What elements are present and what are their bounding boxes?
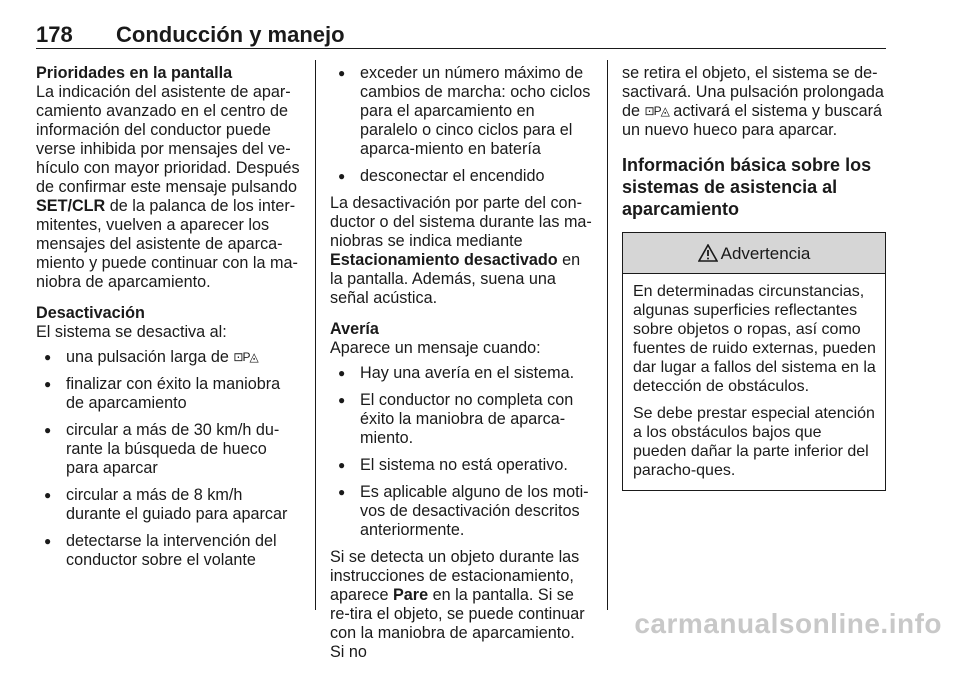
list-item: ● finalizar con éxito la maniobra de aparcamiento <box>36 375 300 413</box>
list-item: ● El sistema no está operativo. <box>330 456 592 475</box>
column-3 <box>622 64 886 491</box>
paragraph <box>36 304 300 342</box>
paragraph <box>330 548 592 662</box>
text: en la pantalla. Si se re-tira el objeto, se puede continuar con la maniobra de aparcamiento. Si no <box>330 586 585 661</box>
page-title: Conducción y manejo <box>116 22 345 47</box>
list-item: ● circular a más de 30 km/h du-rante la búsqueda de hueco para aparcar <box>36 421 300 478</box>
warning-header <box>623 233 885 274</box>
watermark: carmanualsonline.info <box>634 608 942 639</box>
list-item: ● una pulsación larga de ⊡P◬ <box>36 348 300 367</box>
warning-triangle-icon <box>698 244 718 262</box>
warning-text: En determinadas circunstancias, algunas superficies reflectantes sobre objetos o ropas, así como fuentes de ruido externas, pueden dar lugar a fallos del sistema en la detección de obstáculos. <box>633 283 876 395</box>
subheading: Prioridades en la pantalla <box>36 64 233 82</box>
column-1 <box>36 64 300 578</box>
paragraph <box>330 320 592 358</box>
list-item: ● El conductor no completa con éxito la maniobra de aparca-miento. <box>330 391 592 448</box>
bold-term: SET/CLR <box>36 197 106 215</box>
list-item: ● exceder un número máximo de cambios de marcha: ocho ciclos para el aparcamiento en paralelo o cinco ciclos para el aparca-miento en batería <box>330 64 592 159</box>
text: La indicación del asistente de apar-camiento avanzado en el centro de información del conductor puede verse inhibida por mensajes del ve-hículo con mayor prioridad. Después de confirmar este mensaje pulsando <box>36 83 300 196</box>
warning-text: Se debe prestar especial atención a los obstáculos bajos que pueden dañar la parte inferior del paracho-ques. <box>633 405 875 479</box>
subheading: Avería <box>330 320 379 338</box>
list-item: ● Hay una avería en el sistema. <box>330 364 592 383</box>
list-item: ● desconectar el encendido <box>330 167 592 186</box>
list-item: ● detectarse la intervención del conductor sobre el volante <box>36 532 300 570</box>
text: El sistema se desactiva al: <box>36 323 227 341</box>
text: Aparece un mensaje cuando: <box>330 339 541 357</box>
warning-box <box>622 232 886 491</box>
paragraph <box>330 194 592 308</box>
text: activará el sistema y buscará un nuevo hueco para aparcar. <box>622 102 883 139</box>
list-item: ● circular a más de 8 km/h durante el guiado para aparcar <box>36 486 300 524</box>
text: en la pantalla. Además, suena una señal acústica. <box>330 251 581 307</box>
list-item: ● Es aplicable alguno de los moti-vos de desactivación descritos anteriormente. <box>330 483 592 540</box>
column-2 <box>330 64 592 674</box>
text: Si se detecta un objeto durante las instrucciones de estacionamiento, aparece <box>330 548 580 604</box>
section-title: Información básica sobre los sistemas de asistencia al aparcamiento <box>622 155 872 219</box>
subheading: Desactivación <box>36 304 145 322</box>
bullet-list <box>330 64 592 186</box>
page-header <box>36 14 886 49</box>
warning-title: Advertencia <box>720 243 811 263</box>
paragraph <box>622 64 886 140</box>
bullet-list <box>36 348 300 570</box>
bold-term: Estacionamiento desactivado <box>330 251 558 269</box>
warning-body <box>623 274 885 490</box>
text: La desactivación por parte del con-ductor o del sistema durante las ma-niobras se indica mediante <box>330 194 592 250</box>
paragraph <box>36 64 300 292</box>
column-divider <box>607 60 608 610</box>
text: se retira el objeto, el sistema se de-sactivará. Una pulsación prolongada de <box>622 64 884 120</box>
bullet-list <box>330 364 592 540</box>
page-number: 178 <box>36 22 73 47</box>
text: de la palanca de los inter-mitentes, vuelven a aparecer los mensajes del asistente de aparca-miento y puede continuar con la ma-niobra de aparcamiento. <box>36 197 298 291</box>
bold-term: Pare <box>393 586 429 604</box>
column-divider <box>315 60 316 610</box>
park-assist-icon: ⊡P◬ <box>644 104 669 118</box>
park-assist-icon: ⊡P◬ <box>233 350 258 364</box>
